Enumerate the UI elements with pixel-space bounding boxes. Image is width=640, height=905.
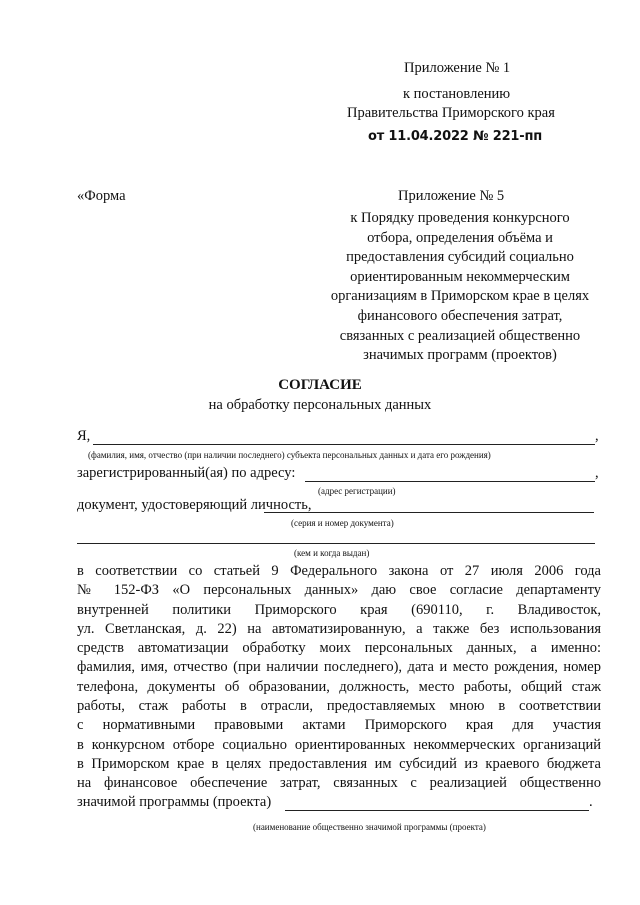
consent-body-text	[77, 562, 601, 794]
to-resolution-text: к постановлению	[403, 86, 511, 102]
body-line: ул. Светланская, д. 22) на автоматизированную, а также без использования	[77, 620, 601, 637]
body-line: на финансовое обеспечение затрат, связанных с реализацией общественно	[77, 775, 601, 792]
issued-field-line[interactable]	[77, 543, 595, 544]
resolution-date-number: от 11.04.2022 № 221-пп	[368, 129, 543, 144]
document-field-line[interactable]	[264, 512, 594, 513]
body-line: внутренней политики Приморского края (690110, г. Владивосток,	[77, 601, 601, 618]
program-field-end: .	[589, 794, 593, 810]
appendix-5-line: к Порядку проведения конкурсного	[350, 210, 570, 226]
body-line: с нормативными правовыми актами Приморского края для участия	[77, 717, 601, 734]
body-line: телефона, документы об образовании, должность, место работы, общий стаж	[77, 678, 601, 695]
body-line: № 152-ФЗ «О персональных данных» даю свое согласие департаменту	[77, 582, 601, 599]
body-line: в конкурсном отборе социально ориентированных некоммерческих организаций	[77, 736, 601, 753]
appendix-5-line: организациям в Приморском крае в целях	[330, 288, 590, 305]
body-line: работы, стаж работы в отрасли, предоставляемых мною в соответствии	[77, 698, 601, 715]
appendix-5-title: Приложение № 5	[398, 188, 505, 204]
name-field-label: Я,	[77, 428, 91, 444]
appendix-5-description	[320, 209, 600, 366]
program-field-line[interactable]	[285, 810, 589, 811]
body-line: в соответствии со статьей 9 Федерального закона от 27 июля 2006 года	[77, 563, 601, 579]
address-field-line[interactable]	[305, 481, 595, 482]
appendix-5-line: ориентированным некоммерческим	[350, 268, 570, 285]
name-field-comma: ,	[595, 428, 599, 444]
issued-field-hint: (кем и когда выдан)	[294, 548, 370, 558]
program-field-label: значимой программы (проекта)	[77, 794, 272, 810]
form-label: «Форма	[77, 188, 126, 204]
address-field-hint: (адрес регистрации)	[318, 486, 396, 496]
appendix-5-line: значимых программ (проектов)	[363, 347, 557, 364]
appendix-5-line: предоставления субсидий социально	[346, 249, 574, 266]
appendix-5-line: связанных с реализацией общественно	[339, 327, 581, 344]
body-line: в Приморском крае в целях предоставления им субсидий из краевого бюджета	[77, 755, 601, 772]
appendix-1-title: Приложение № 1	[404, 60, 511, 76]
program-field-hint: (наименование общественно значимой программы (проекта)	[253, 822, 486, 832]
document-field-hint: (серия и номер документа)	[291, 518, 394, 528]
appendix-5-line: отбора, определения объёма и	[367, 229, 553, 246]
name-field-line[interactable]	[93, 444, 595, 445]
document-title: СОГЛАСИЕ	[278, 377, 362, 393]
document-field-label: документ, удостоверяющий личность,	[77, 497, 312, 513]
address-field-comma: ,	[595, 465, 599, 481]
document-subtitle: на обработку персональных данных	[208, 397, 432, 413]
appendix-5-line: финансового обеспечения затрат,	[357, 307, 563, 324]
body-line: фамилия, имя, отчество (при наличии последнего), дата и место рождения, номер	[77, 659, 601, 676]
address-field-label: зарегистрированный(ая) по адресу:	[77, 465, 296, 481]
government-text: Правительства Приморского края	[347, 105, 555, 121]
name-field-hint: (фамилия, имя, отчество (при наличии последнего) субъекта персональных данных и дата его рождения)	[88, 450, 491, 460]
body-line: средств автоматизации обработку моих персональных данных, а именно:	[77, 640, 601, 657]
